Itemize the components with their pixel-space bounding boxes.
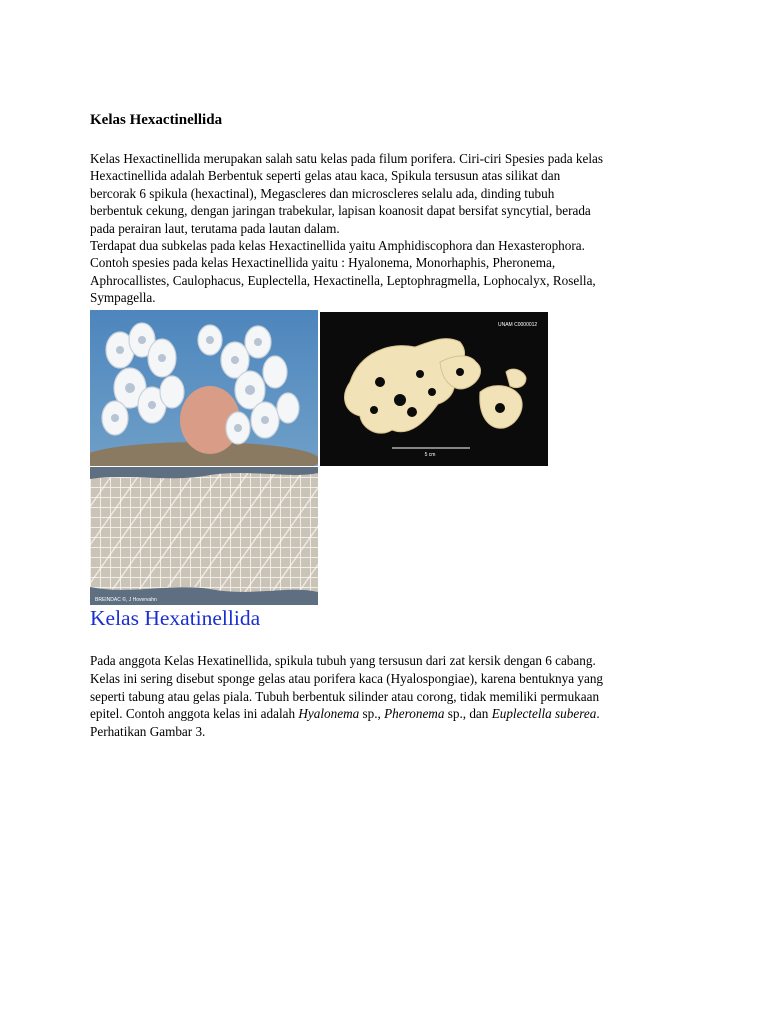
text-span: epitel. Contoh anggota kelas ini adalah — [90, 706, 299, 722]
paragraph-line: berbentuk cekung, dengan jaringan trabekular, lapisan koanosit dapat bersifat syncytial, berada — [90, 203, 591, 219]
section-heading-hexatinellida: Kelas Hexatinellida — [90, 606, 261, 630]
text-span: sp., — [359, 706, 385, 722]
paragraph-line: Aphrocallistes, Caulophacus, Euplectella, Hexactinella, Leptophragmella, Lophocalyx, Rosella, — [90, 272, 596, 288]
species-name: Pheronema — [384, 706, 445, 722]
paragraph-line: Terdapat dua subkelas pada kelas Hexactinellida yaitu Amphidiscophora dan Hexasterophora. — [90, 238, 585, 254]
paragraph-line: pada perairan laut, terutama pada lautan dalam. — [90, 220, 340, 236]
sponge-specimen-photo — [320, 312, 548, 466]
scale-bar-label: 5 cm — [424, 452, 436, 458]
species-name: Hyalonema — [298, 706, 360, 722]
paragraph-line: Kelas ini sering disebut sponge gelas atau porifera kaca (Hyalospongiae), karena bentuknya yang — [90, 670, 604, 686]
paragraph-line: Sympagella. — [90, 290, 156, 306]
species-name: Euplectella suberea — [491, 706, 597, 722]
paragraph-line: Hexactinellida adalah Berbentuk seperti gelas atau kaca, Spikula tersusun atas silikat dan — [90, 168, 561, 184]
paragraph-line: Kelas Hexactinellida merupakan salah satu kelas pada filum porifera. Ciri-ciri Spesies pada kelas — [90, 151, 604, 166]
white-glass-sponge-photo — [90, 310, 318, 466]
paragraph-line: bercorak 6 spikula (hexactinal), Megascleres dan microscleres selalu ada, dinding tubuh — [90, 185, 555, 201]
text-span: sp., dan — [444, 706, 492, 722]
specimen-id-label: UNAM C0000012 — [498, 322, 538, 328]
paragraph-line: Contoh spesies pada kelas Hexactinellida yaitu : Hyalonema, Monorhaphis, Pheronema, — [90, 255, 556, 271]
section-heading-hexactinellida: Kelas Hexactinellida — [90, 112, 223, 128]
paragraph-line: Perhatikan Gambar 3. — [90, 724, 206, 740]
paragraph-line — [90, 705, 690, 723]
text-span: . — [596, 706, 600, 722]
image-credit-caption: BREINDAC ©, J Hovervahn — [95, 597, 157, 603]
paragraph-line: Pada anggota Kelas Hexatinellida, spikula tubuh yang tersusun dari zat kersik dengan 6 cabang. — [90, 653, 596, 668]
intro-paragraph — [90, 150, 690, 307]
description-paragraph — [90, 652, 690, 741]
sponge-lattice-photo — [90, 467, 318, 605]
paragraph-line: seperti tabung atau gelas piala. Tubuh berbentuk silinder atau corong, tidak memiliki permukaan — [90, 688, 600, 704]
